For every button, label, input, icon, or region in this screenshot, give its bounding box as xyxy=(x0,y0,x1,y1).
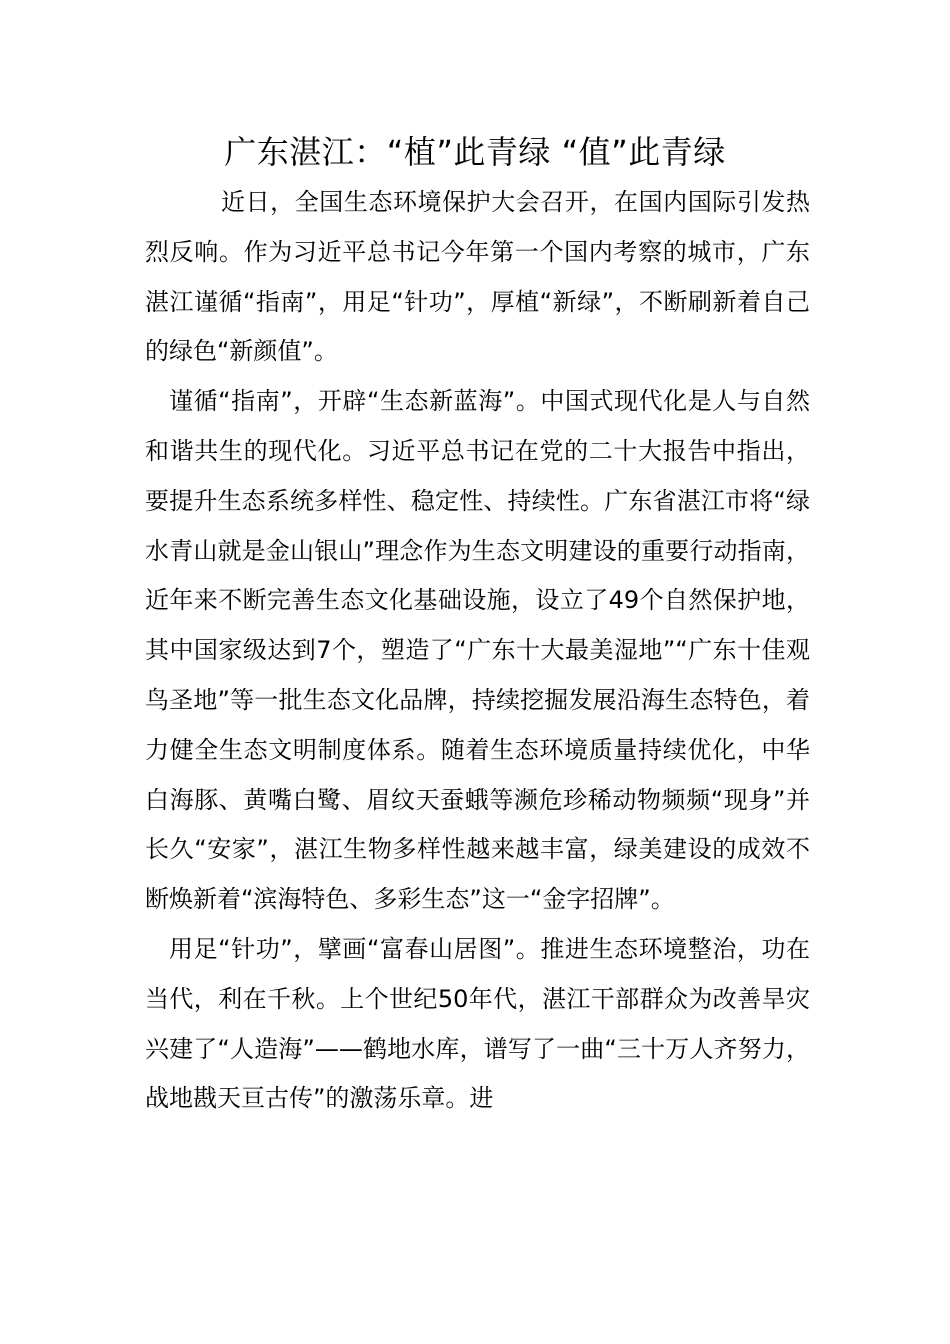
document-title: 广东湛江：“植”此青绿 “值”此青绿 xyxy=(224,133,726,171)
paragraph-guideline: 谨循“指南”，开辟“生态新蓝海”。中国式现代化是人与自然和谐共生的现代化。习近平总书记在党的二十大报告中指出，要提升生态系统多样性、稳定性、持续性。广东省湛江市将“绿水青山就是金山银山”理念作为生态文明建设的重要行动指南，近年来不断完善生态文化基础设施，设立了49个自然保护地，其中国家级达到7个，塑造了“广东十大最美湿地”“广东十佳观鸟圣地”等一批生态文化品牌，持续挖掘发展沿海生态特色，着力健全生态文明制度体系。随着生态环境质量持续优化，中华白海豚、黄嘴白鹭、眉纹天蚕蛾等濒危珍稀动物频频“现身”并长久“安家”，湛江生物多样性越来越丰富，绿美建设的成效不断焕新着“滨海特色、多彩生态”这一“金字招牌”。 xyxy=(145,387,810,914)
paragraph-intro: 近日，全国生态环境保护大会召开，在国内国际引发热烈反响。作为习近平总书记今年第一个国内考察的城市，广东湛江谨循“指南”，用足“针功”，厚植“新绿”，不断刷新着自己的绿色“新颜值”。 xyxy=(145,188,810,366)
paragraph-needlework: 用足“针功”，擘画“富春山居图”。推进生态环境整治，功在当代，利在千秋。上个世纪50年代，湛江干部群众为改善旱灾兴建了“人造海”——鹤地水库，谱写了一曲“三十万人齐努力，战地戡天亘古传”的激荡乐章。进 xyxy=(145,934,810,1113)
document-body xyxy=(145,178,810,1124)
